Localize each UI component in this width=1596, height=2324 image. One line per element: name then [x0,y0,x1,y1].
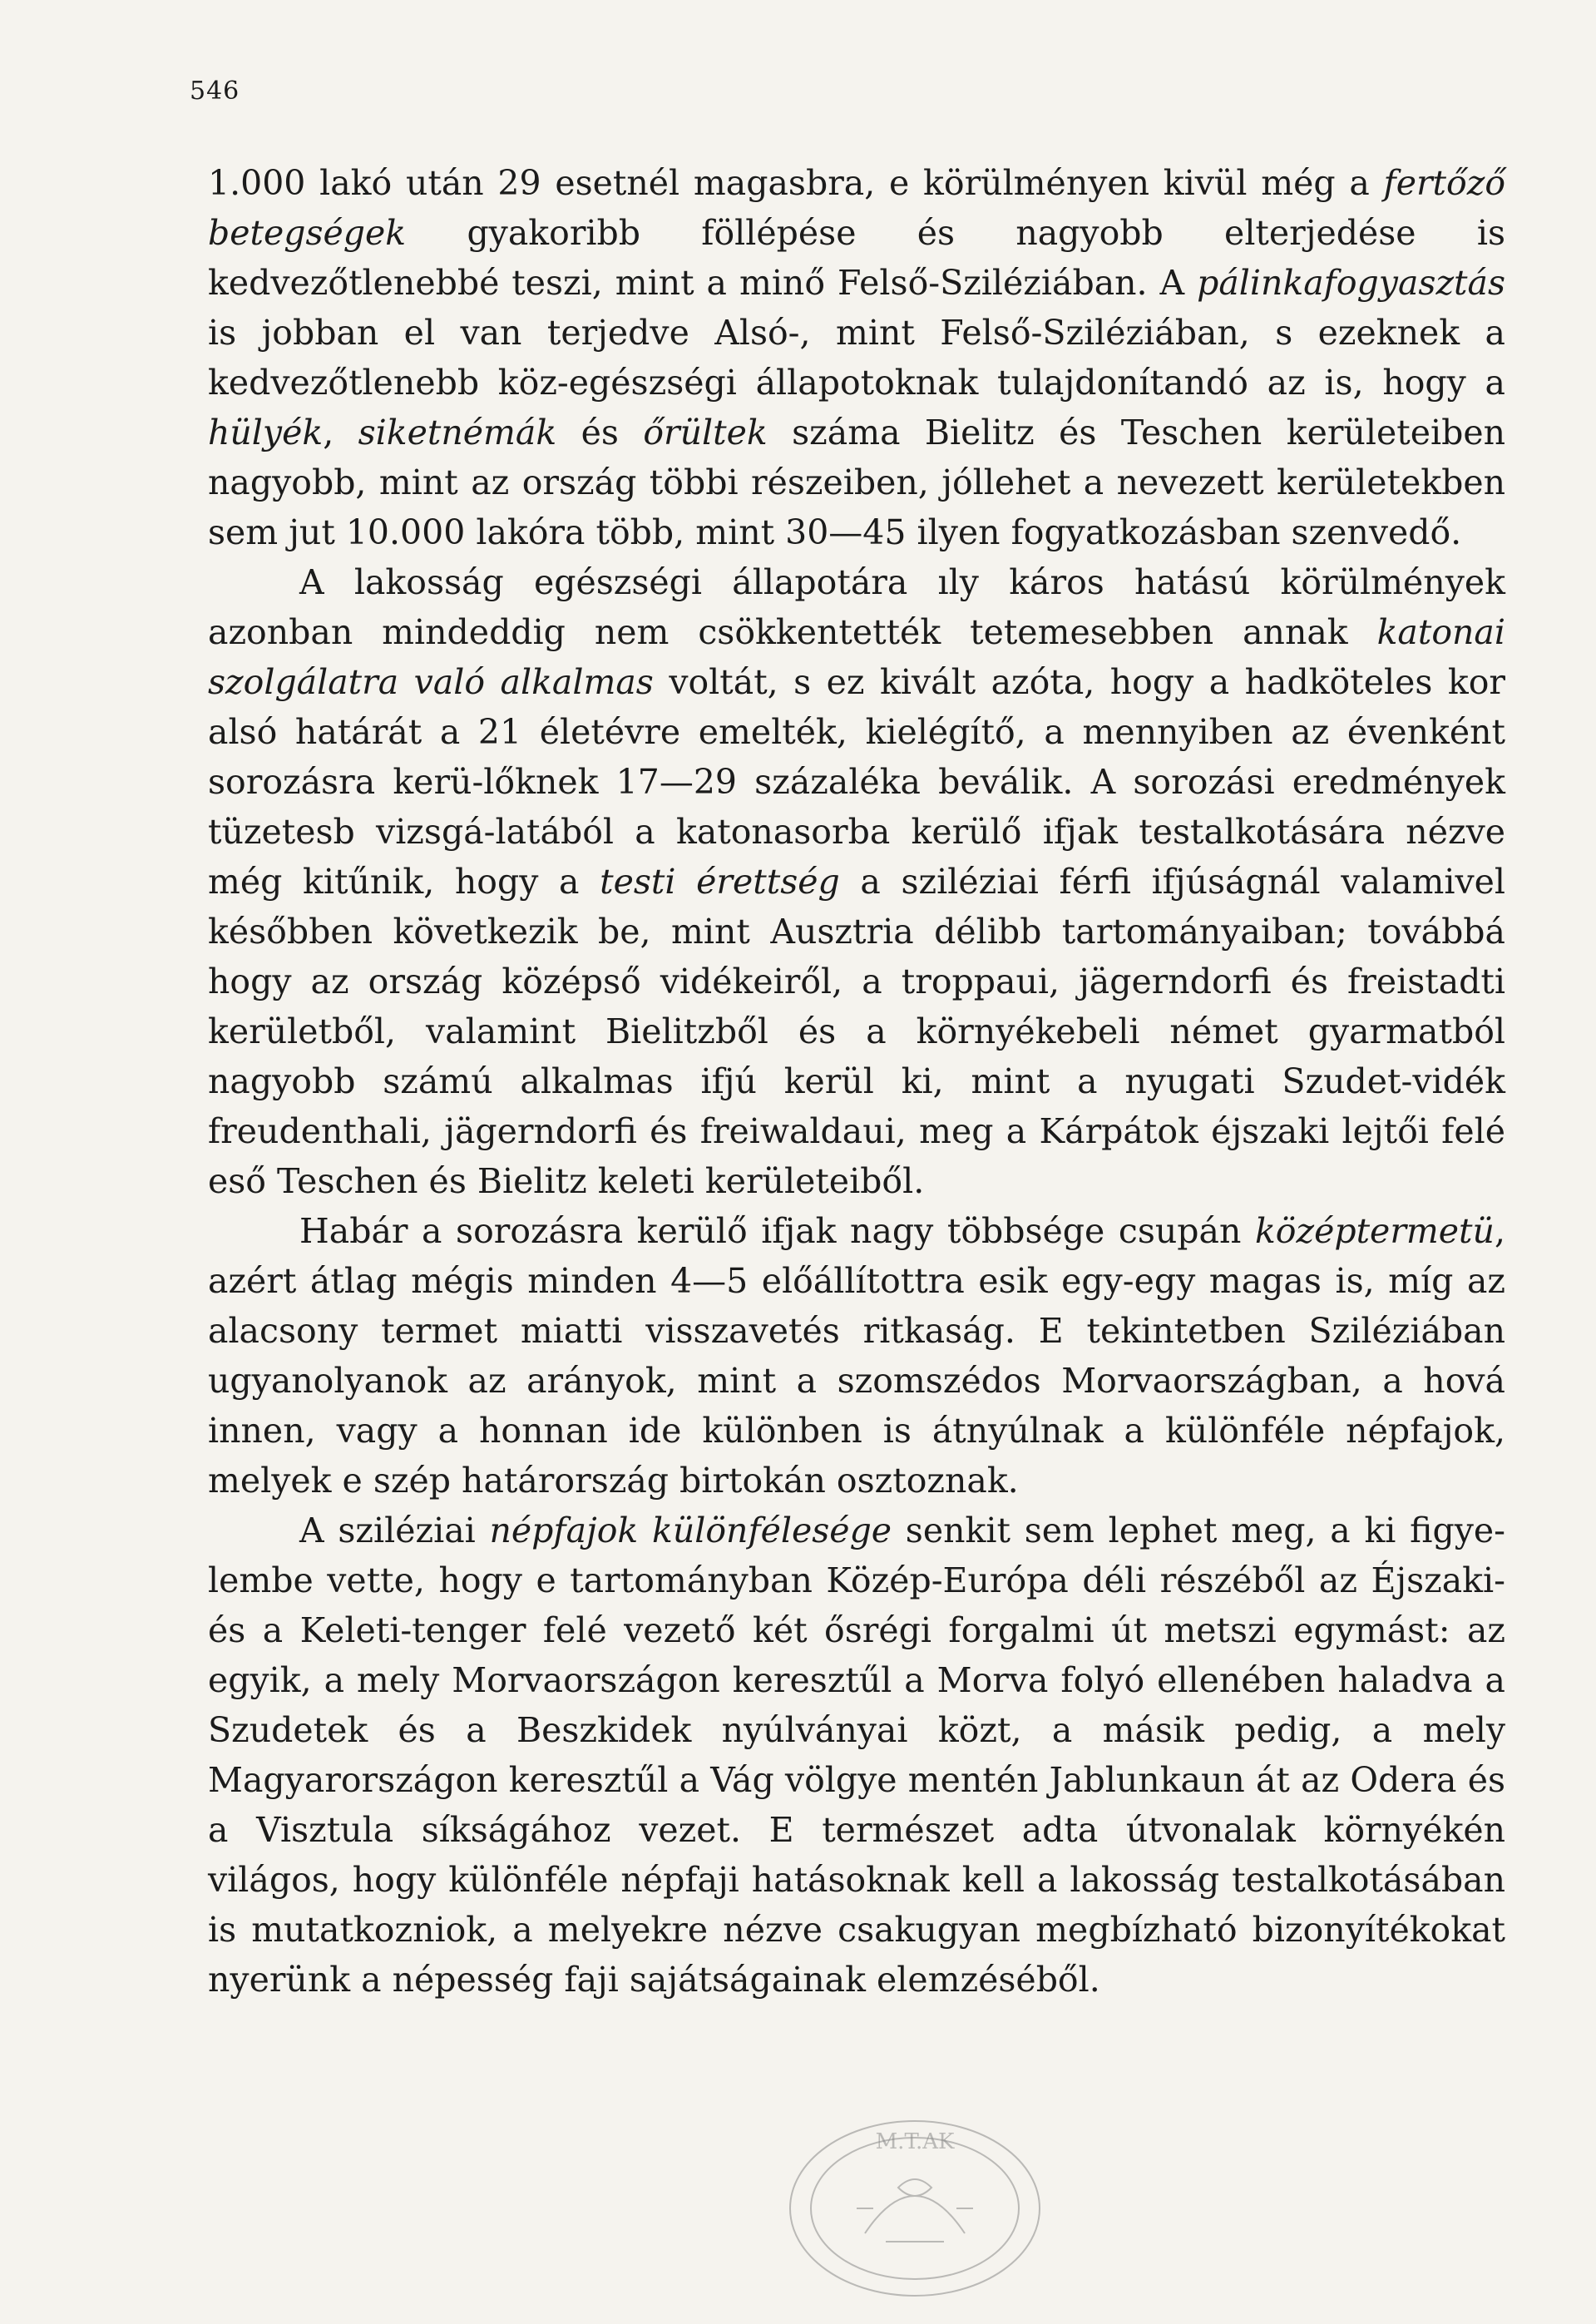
text-run: A lakosság egészségi állapotára ıly káros hatású körülmények azonban mindeddig nem csökkentették tetemesebben annak [208,562,1505,652]
text-run: 1.000 lakó után 29 esetnél magasbra, e körülményen kivül még a [208,163,1384,203]
emphasized-text: katonai szolgálatra való alkalmas [208,612,1505,702]
paragraph [208,1506,1505,2005]
text-run: , [323,413,358,452]
emphasized-text: hülyék [208,413,324,452]
emphasized-text: testi érettség [600,862,840,902]
emphasized-text: siketnémák [358,413,557,452]
page-number: 546 [190,77,240,106]
paragraph [208,1206,1505,1506]
text-run: , azért átlag mégis minden 4—5 előállítottra esik egy-egy magas is, míg az alacsony termet miatti visszavetés ritkaság. E tekintetben Sziléziában ugyanolyanok az arányok, mint a szomszédos Morvaországban, a hová innen, vagy a honnan ide különben is átnyúlnak a különféle népfajok, melyek e szép határország birtokán osztoznak. [208,1211,1505,1501]
emphasized-text: pálinkafogyasztás [1197,263,1505,303]
library-stamp-icon [773,2109,1056,2308]
text-run: senkit sem lephet meg, a ki figye-lembe vette, hogy e tartományban Közép-Európa déli részéből az Éjszaki- és a Keleti-tenger felé vezető két ősrégi forgalmi út metszi egymást: az egyik, a mely Morvaországon keresztűl a Morva folyó ellenében haladva a Szudetek és a Beszkidek nyúlványai közt, a másik pedig, a mely Magyarországon keresztűl a Vág völgye mentén Jablunkaun át az Odera és a Visztula síkságához vezet. E természet adta útvonalak környékén világos, hogy különféle népfaji hatásoknak kell a lakosság testalkotásában is mutatkozniok, a melyekre nézve csakugyan megbízható bizonyítékokat nyerünk a népesség faji sajátságainak elemzéséből. [208,1511,1506,2000]
text-run: voltát, s ez kivált azóta, hogy a hadköteles kor alsó határát a 21 életévre emelték, kielégítő, a mennyiben az évenként sorozásra kerü-lőknek 17—29 százaléka beválik. A sorozási eredmények tüzetesb vizsgá-latából a katonasorba kerülő ifjak testalkotására nézve még kitűnik, hogy a [208,662,1505,902]
emphasized-text: középtermetü [1254,1211,1495,1251]
text-run: gyakoribb föllépése és nagyobb elterjedése is kedvezőtlenebbé teszi, mint a minő Felső-Sziléziában. A [208,213,1505,303]
body-text [208,158,1505,2005]
emphasized-text: fertőző betegségek [208,163,1505,253]
text-run: a sziléziai férfi ifjúságnál valamivel későbben következik be, mint Ausztria délibb tartományaiban; továbbá hogy az ország középső vidékeiről, a troppaui, jägerndorfi és freistadti kerületből, valamint Bielitzből és a környékebeli német gyarmatból nagyobb számú alkalmas ifjú kerül ki, mint a nyugati Szudet-vidék freudenthali, jägerndorfi és freiwaldaui, meg a Kárpátok éjszaki lejtői felé eső Teschen és Bielitz keleti kerületeiből. [208,862,1506,1201]
paragraph [208,557,1505,1206]
paragraph [208,158,1505,557]
text-run: is jobban el van terjedve Alsó-, mint Felső-Sziléziában, s ezeknek a kedvezőtlenebb köz-egészségi állapotoknak tulajdonítandó az is, hogy a [208,313,1505,403]
emphasized-text: őrültek [643,413,768,452]
text-run: Habár a sorozásra kerülő ifjak nagy többsége csupán [299,1211,1255,1251]
text-run: és [556,413,644,452]
emphasized-text: népfajok különfélesége [489,1511,892,1550]
stamp-text: M.T.AK [875,2129,955,2154]
text-run: A sziléziai [299,1511,490,1550]
text-run: száma Bielitz és Teschen kerületeiben nagyobb, mint az ország többi részeiben, jóllehet a nevezett kerületekben sem jut 10.000 lakóra több, mint 30—45 ilyen fogyatkozásban szenvedő. [208,413,1505,552]
